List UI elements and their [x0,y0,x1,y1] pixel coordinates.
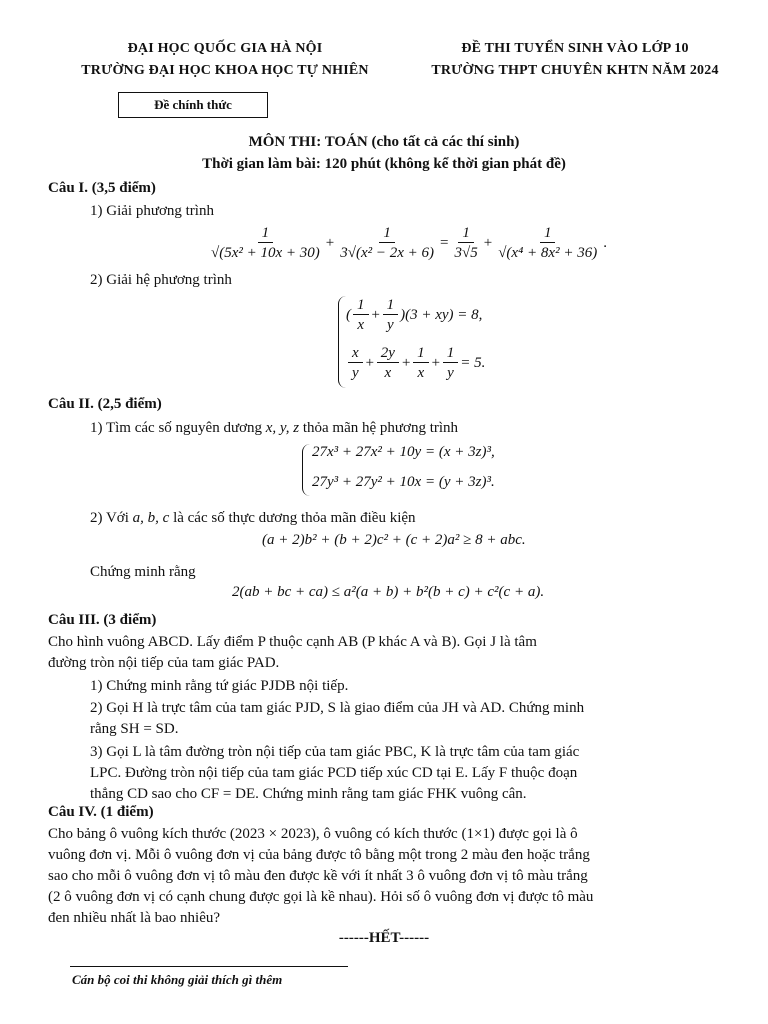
header-left [60,38,390,82]
q2-prove-label: Chứng minh rằng [90,564,196,580]
q1-title: Câu I. (3,5 điểm) [48,180,156,196]
q1-equation: $\frac{1}{\text{√(5x² + 10x + 30)}}$ + $\frac{1}{\text{3√(x² − 2x + 6)}}$ = $\frac{1}{3√5}$ + $\frac{1}{\text{√(x⁴ + 8x² + 36)}}$ . [205,224,607,263]
q3-part2: 2) Gọi H là trực tâm của tam giác PJD, S là giao điểm của JH và AD. Chứng minh rằng SH = SD. [90,700,585,737]
q3-title: Câu III. (3 điểm) [48,612,157,628]
q3-part1: 1) Chứng minh rằng tứ giác PJDB nội tiếp. [90,678,349,694]
university-name: ĐẠI HỌC QUỐC GIA HÀ NỘI [127,41,323,56]
q2-part2: 2) Với a, b, c là các số thực dương thỏa mãn điều kiện [90,510,416,526]
frac-3: $\frac{1}{3√5}$ [454,225,478,261]
q2-part1: 1) Tìm các số nguyên dương x, y, z thỏa mãn hệ phương trình [90,420,459,436]
q4-body: Cho bảng ô vuông kích thước (2023 × 2023), ô vuông có kích thước (1×1) được gọi là ô vuông đơn vị. Mỗi ô vuông đơn vị của bảng được tô bằng một trong 2 màu đen hoặc trắng sao cho mỗi ô vuông đơn vị tô màu đen được kề với ít nhất 3 ô vuông đơn vị tô màu trắng (2 ô vuông đơn vị có cạnh chung được gọi là kề nhau). Hỏi số ô vuông đơn vị được tô màu đen nhiều nhất là bao nhiêu? [48,826,594,926]
q1-part2: 2) Giải hệ phương trình [90,272,232,288]
q1-system-line2: $\frac{x}{y}$ + $\frac{2y}{x}$ + $\frac{1}{x}$ + $\frac{1}{y}$ = 5. [346,344,485,383]
frac-2: $\frac{1}{\text{3√(x² − 2x + 6)}}$ [340,225,435,261]
official-box: Đề chính thức [118,92,268,118]
end-mark: ------HẾT------ [338,930,430,946]
q2-condition: (a + 2)b² + (b + 2)c² + (c + 2)a² ≥ 8 + abc. [262,532,526,548]
footer-note: Cán bộ coi thi không giải thích gì thêm [72,972,283,987]
q3-part3: 3) Gọi L là tâm đường tròn nội tiếp của tam giác PBC, K là trực tâm của tam giác LPC. Đường tròn nội tiếp của tam giác PCD tiếp xúc CD tại E. Lấy F thuộc đoạn thẳng CD sao cho CF = DE. Chứng minh rằng tam giác FHK vuông cân. [90,744,580,802]
q1-part1: 1) Giải phương trình [90,203,214,219]
subject-title: MÔN THI: TOÁN (cho tất cả các thí sinh) [248,134,520,150]
q2-inequality: 2(ab + bc + ca) ≤ a²(a + b) + b²(b + c) + c²(c + a). [232,584,545,600]
frac-1: $\frac{1}{\text{√(5x² + 10x + 30)}}$ [211,225,320,261]
q2-title: Câu II. (2,5 điểm) [48,396,162,412]
frac-4: $\frac{1}{\text{√(x⁴ + 8x² + 36)}}$ [498,225,598,261]
q1-system-line1: ( $\frac{1}{x}$ + $\frac{1}{y}$ )(3 + xy) = 8, [346,297,483,333]
faculty-name: TRƯỜNG ĐẠI HỌC KHOA HỌC TỰ NHIÊN [81,63,369,78]
school-year: TRƯỜNG THPT CHUYÊN KHTN NĂM 2024 [431,63,719,78]
q2-system-line2: 27y³ + 27y² + 10x = (y + 3z)³. [312,474,495,490]
header-right [405,38,745,82]
duration-line: Thời gian làm bài: 120 phút (không kể thời gian phát đề) [202,156,566,172]
footer-divider [70,966,348,967]
q4-title: Câu IV. (1 điểm) [48,804,154,820]
exam-name: ĐỀ THI TUYỂN SINH VÀO LỚP 10 [461,41,689,56]
q2-system-line1: 27x³ + 27x² + 10y = (x + 3z)³, [312,444,495,460]
q3-intro: Cho hình vuông ABCD. Lấy điểm P thuộc cạnh AB (P khác A và B). Gọi J là tâm đường tròn nội tiếp của tam giác PAD. [48,634,537,671]
